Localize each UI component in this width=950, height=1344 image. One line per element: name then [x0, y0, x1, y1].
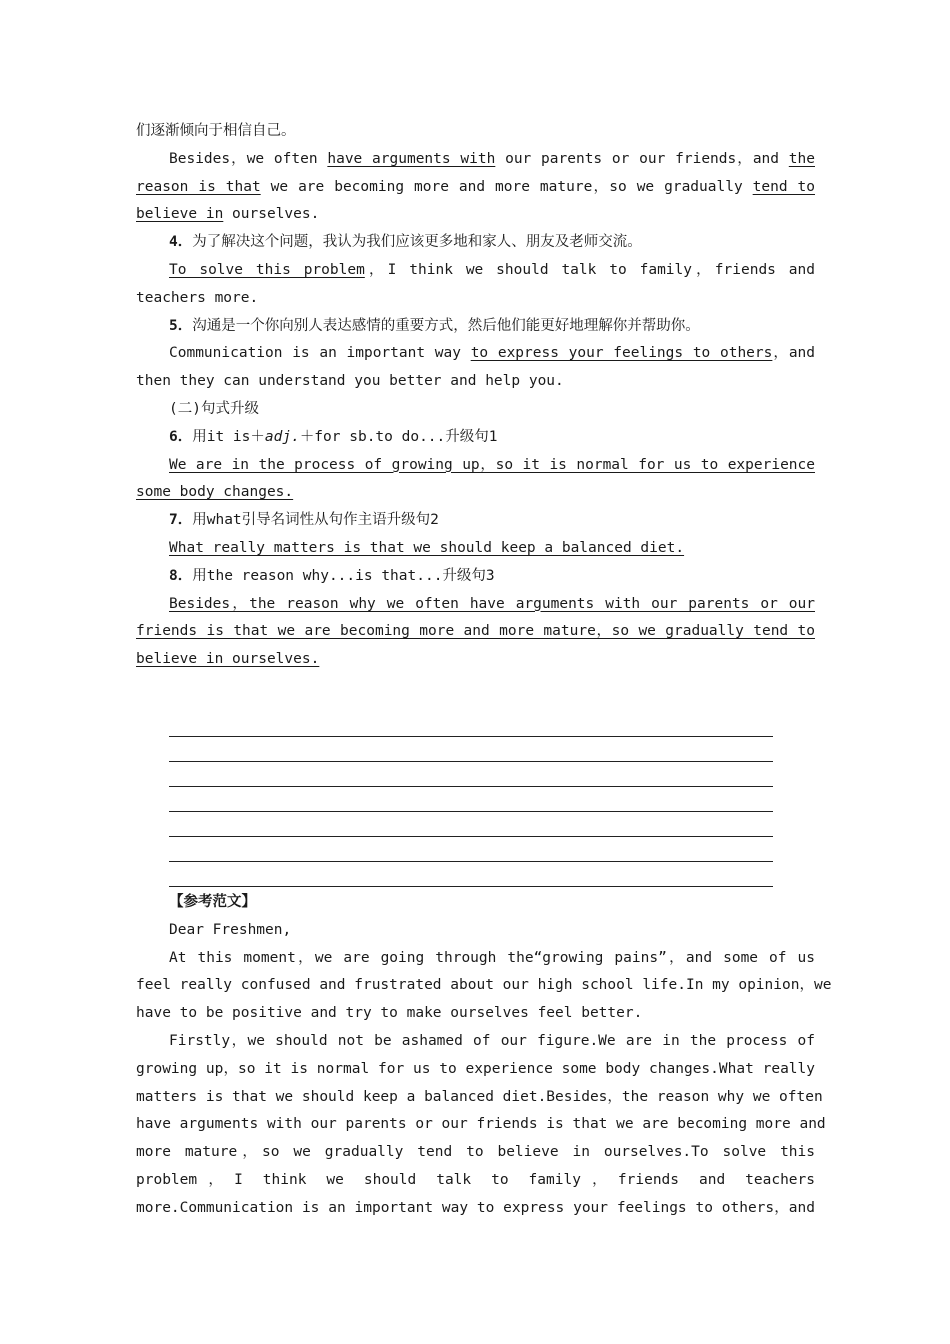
letter-line: growing up，so it is normal for us to experience some body changes.What really [136, 1060, 815, 1077]
s6-answer-line1 [136, 452, 815, 480]
writing-line[interactable] [169, 787, 773, 812]
blank-answer: reason is that [136, 178, 261, 195]
s8-answer-line1 [136, 591, 815, 619]
text: ourselves. [223, 206, 320, 223]
s1-english-line3 [136, 201, 815, 229]
item-number: 5． [169, 317, 193, 334]
section-heading: (二)句式升级 [169, 400, 259, 417]
text: 用it is＋ [192, 428, 265, 445]
s5-prompt [136, 313, 815, 341]
letter-line: more.Communication is an important way to express your feelings to others，and [136, 1199, 815, 1216]
s8-answer-line2 [136, 618, 815, 646]
letter-line: feel really confused and frustrated about our high school life.In my opinion，we [136, 977, 832, 994]
document-page [136, 118, 832, 1223]
blank-answer: to express your feelings to others [470, 345, 773, 362]
s5-answer-line1 [136, 340, 815, 368]
blank-answer: What really matters is that we should keep a balanced diet. [169, 539, 685, 556]
text: 用what引导名词性从句作主语升级句2 [192, 512, 439, 529]
letter-line: Firstly，we should not be ashamed of our figure.We are in the process of [169, 1032, 815, 1049]
item-number: 6． [169, 428, 193, 445]
blank-answer: have arguments with [327, 150, 496, 167]
blank-answer: friends is that we are becoming more and more mature，so we gradually tend to [136, 623, 815, 640]
s1-chinese-tail: 们逐渐倾向于相信自己。 [136, 123, 296, 139]
s1-english-line2 [136, 174, 815, 202]
reference-heading: 【参考范文】 [169, 893, 256, 910]
s4-answer-line2: teachers more. [136, 289, 259, 306]
item-number: 7． [169, 512, 193, 529]
blank-answer: believe in [136, 206, 224, 223]
s4-prompt [136, 229, 815, 257]
writing-line[interactable] [169, 712, 773, 737]
blank-answer: Besides，the reason why we often have arguments with our parents or our [169, 595, 815, 612]
text: we are becoming more and more mature，so we gradually [260, 178, 753, 195]
blank-answer: some body changes. [136, 484, 294, 501]
blank-answer: To solve this problem [169, 261, 365, 278]
text: 沟通是一个你向别人表达感情的重要方式，然后他们能更好地理解你并帮助你。 [192, 317, 700, 334]
text: ，I think we should talk to family，friends and [364, 261, 815, 278]
s8-answer-line3 [136, 646, 815, 674]
s6-prompt [136, 424, 815, 452]
writing-line[interactable] [169, 862, 773, 887]
letter-greeting: Dear Freshmen, [169, 921, 292, 938]
letter-line: problem，I think we should talk to family，friends and teachers [136, 1171, 815, 1188]
text: adj. [264, 428, 300, 445]
s1-english-line1 [136, 146, 815, 174]
text: ，and [772, 345, 816, 362]
letter-line: At this moment，we are going through the“growing pains”，and some of us [169, 949, 815, 966]
blank-answer: tend to [752, 178, 815, 195]
text: Communication is an important way [169, 345, 471, 362]
item-number: 8． [169, 567, 193, 584]
s5-answer-line2: then they can understand you better and help you. [136, 373, 564, 390]
blank-answer: believe in ourselves. [136, 651, 320, 668]
writing-line[interactable] [169, 737, 773, 762]
blank-answer: the [788, 150, 815, 167]
text: our parents or our friends，and [495, 150, 789, 167]
s7-prompt [136, 507, 815, 535]
letter-line: have arguments with our parents or our friends is that we are becoming more and [136, 1116, 826, 1133]
letter-line: more mature，so we gradually tend to believe in ourselves.To solve this [136, 1144, 815, 1161]
writing-line[interactable] [169, 837, 773, 862]
item-number: 4． [169, 234, 193, 251]
blank-answer: We are in the process of growing up，so it is normal for us to experience [169, 456, 815, 473]
writing-line[interactable] [169, 762, 773, 787]
s7-answer-line1 [136, 535, 815, 563]
s6-answer-line2 [136, 479, 815, 507]
writing-line[interactable] [169, 812, 773, 837]
s8-prompt [136, 563, 815, 591]
letter-line: have to be positive and try to make ourselves feel better. [136, 1005, 643, 1022]
text: 用the reason why...is that...升级句3 [192, 567, 495, 584]
text: ＋for sb.to do...升级句1 [299, 428, 498, 445]
s4-answer-line1 [136, 257, 815, 285]
letter-line: matters is that we should keep a balanced diet.Besides，the reason why we often [136, 1088, 823, 1105]
text: 为了解决这个问题，我认为我们应该更多地和家人、朋友及老师交流。 [192, 234, 642, 251]
text: Besides，we often [169, 150, 328, 167]
